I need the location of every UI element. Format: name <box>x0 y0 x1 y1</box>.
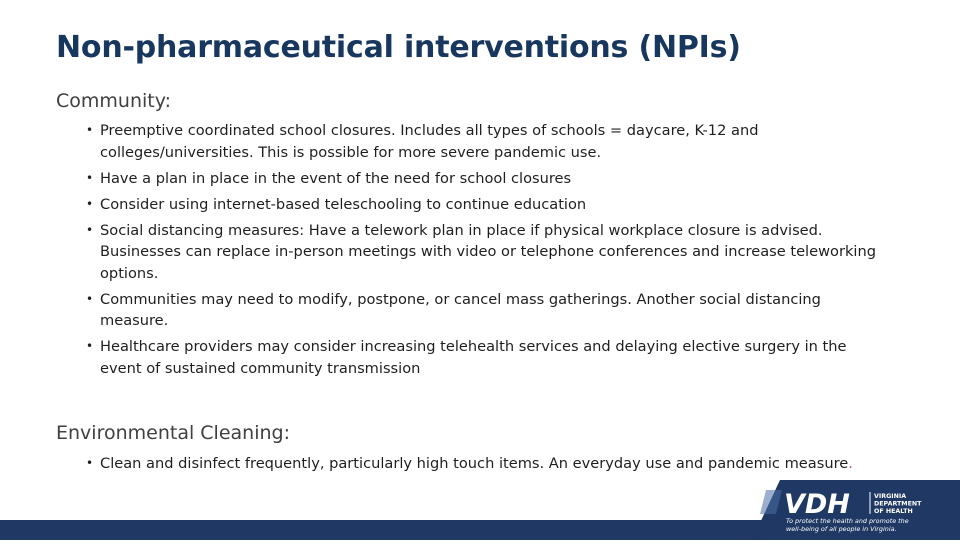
vdh-logo <box>752 480 960 540</box>
logo-line-virginia: VIRGINIA <box>874 493 907 500</box>
logo-line-health: OF HEALTH <box>874 508 913 515</box>
environmental-heading: Environmental Cleaning: <box>56 422 290 444</box>
logo-line-department: DEPARTMENT <box>874 500 922 508</box>
bullet-icon: • <box>86 222 94 237</box>
list-item <box>86 289 876 332</box>
bullet-text: Social distancing measures: Have a telework plan in place if physical workplace closure is advised. Businesses can replace in-person meetings with video or telephone conferences and increase teleworking options. <box>100 221 876 282</box>
slide-title: Non-pharmaceutical interventions (NPIs) <box>56 30 741 65</box>
list-item <box>86 453 876 475</box>
logo-mark: VDH <box>784 489 850 520</box>
bullet-text: Preemptive coordinated school closures. Includes all types of schools = daycare, K-12 and colleges/universities. This is possible for more severe pandemic use. <box>100 122 759 161</box>
bullet-text: Communities may need to modify, postpone, or cancel mass gatherings. Another social distancing measure. <box>100 290 821 329</box>
trailing-period: . <box>848 455 853 472</box>
bullet-icon: • <box>86 456 94 470</box>
bullet-icon: • <box>86 196 94 211</box>
vdh-logo-graphic <box>752 480 960 540</box>
list-item <box>86 120 876 163</box>
list-item <box>86 168 876 190</box>
bullet-icon: • <box>86 339 94 353</box>
logo-tagline-2: well-being of all people in Virginia. <box>786 525 897 533</box>
list-item <box>86 220 876 285</box>
bullet-text: Consider using internet-based teleschooling to continue education <box>100 195 587 213</box>
list-item <box>86 336 876 379</box>
community-bullet-list <box>86 120 876 384</box>
bullet-icon: • <box>86 170 94 185</box>
logo-tagline-1: To protect the health and promote the <box>786 517 909 525</box>
bullet-text: Clean and disinfect frequently, particularly high touch items. An everyday use and pandemic measure <box>100 455 849 472</box>
bullet-text: Healthcare providers may consider increasing telehealth services and delaying elective surgery in the event of sustained community transmission <box>100 338 847 377</box>
environmental-bullet-list <box>86 453 876 479</box>
community-heading: Community: <box>56 90 171 112</box>
bullet-icon: • <box>86 291 94 306</box>
bullet-icon: • <box>86 123 94 137</box>
bullet-text: Have a plan in place in the event of the need for school closures <box>100 169 572 187</box>
list-item <box>86 194 876 216</box>
